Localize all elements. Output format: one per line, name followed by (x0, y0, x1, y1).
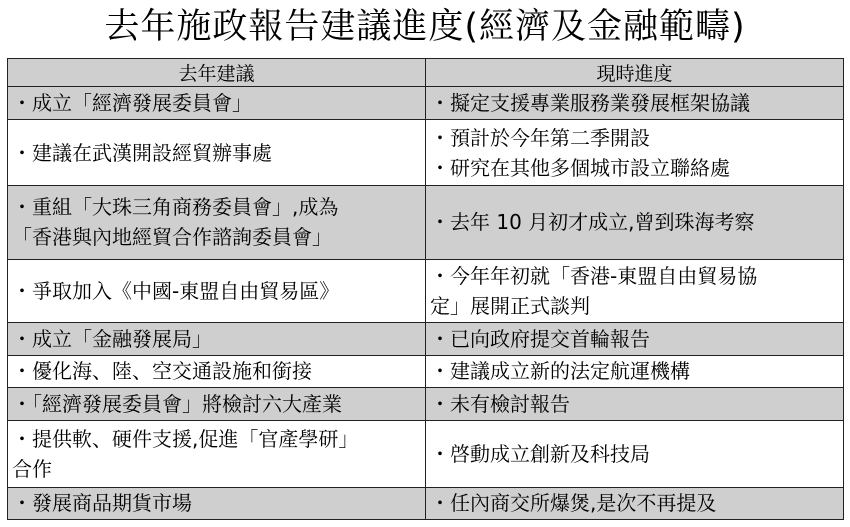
progress-text: ・建議成立新的法定航運機構 (430, 359, 690, 384)
progress-cell (426, 186, 844, 259)
table-row (8, 388, 844, 420)
progress-text: ・研究在其他多個城市設立聯絡處 (430, 155, 730, 180)
proposal-text: ・發展商品期貨市場 (12, 491, 192, 516)
progress-text: 定」展開正式談判 (430, 293, 590, 318)
table-row (8, 355, 844, 387)
proposal-text: 「香港與內地經貿合作諮詢委員會」 (12, 225, 332, 250)
proposal-cell (8, 355, 426, 387)
progress-cell (426, 259, 844, 323)
page-title: 去年施政報告建議進度(經濟及金融範疇) (104, 7, 746, 47)
proposal-text: 合作 (12, 456, 52, 481)
progress-cell (426, 355, 844, 387)
progress-cell (426, 487, 844, 519)
proposal-cell (8, 487, 426, 519)
progress-cell (426, 120, 844, 186)
table-body (8, 87, 844, 520)
proposal-cell (8, 420, 426, 487)
progress-cell (426, 87, 844, 120)
progress-text: ・任內商交所爆煲,是次不再提及 (430, 491, 717, 516)
proposal-cell (8, 120, 426, 186)
proposal-text: ・「經濟發展委員會」將檢討六大產業 (12, 391, 342, 416)
table-row (8, 186, 844, 259)
table-row (8, 420, 844, 487)
progress-text: ・已向政府提交首輪報告 (430, 327, 650, 352)
proposal-cell (8, 388, 426, 420)
proposal-text: ・成立「金融發展局」 (12, 327, 212, 352)
progress-text: ・去年 10 月初才成立,曾到珠海考察 (430, 210, 755, 235)
progress-text: ・未有檢討報告 (430, 391, 570, 416)
table-row (8, 323, 844, 355)
progress-text: ・預計於今年第二季開設 (430, 125, 650, 150)
table-row (8, 487, 844, 519)
progress-cell (426, 388, 844, 420)
proposal-text: ・提供軟、硬件支援,促進「官產學研」 (12, 426, 359, 451)
table-row (8, 87, 844, 120)
table-row (8, 259, 844, 323)
table-row (8, 120, 844, 186)
progress-text: ・啓動成立創新及科技局 (430, 441, 650, 466)
progress-cell (426, 420, 844, 487)
progress-table (7, 58, 844, 520)
proposal-text: ・優化海、陸、空交通設施和銜接 (12, 359, 312, 384)
proposal-text: ・爭取加入《中國-東盟自由貿易區》 (12, 278, 340, 303)
proposal-text: ・重組「大珠三角商務委員會」,成為 (12, 195, 339, 220)
proposal-text: ・建議在武漢開設經貿辦事處 (12, 140, 272, 165)
progress-cell (426, 323, 844, 355)
progress-text: ・今年年初就「香港-東盟自由貿易協 (430, 263, 758, 288)
proposal-cell (8, 186, 426, 259)
progress-text: ・擬定支援專業服務業發展框架協議 (430, 91, 750, 116)
table-header-row (8, 59, 844, 87)
proposal-cell (8, 323, 426, 355)
column-header-proposals: 去年建議 (8, 59, 426, 87)
proposal-cell (8, 87, 426, 120)
column-header-progress: 現時進度 (426, 59, 844, 87)
proposal-text: ・成立「經濟發展委員會」 (12, 91, 252, 116)
proposal-cell (8, 259, 426, 323)
